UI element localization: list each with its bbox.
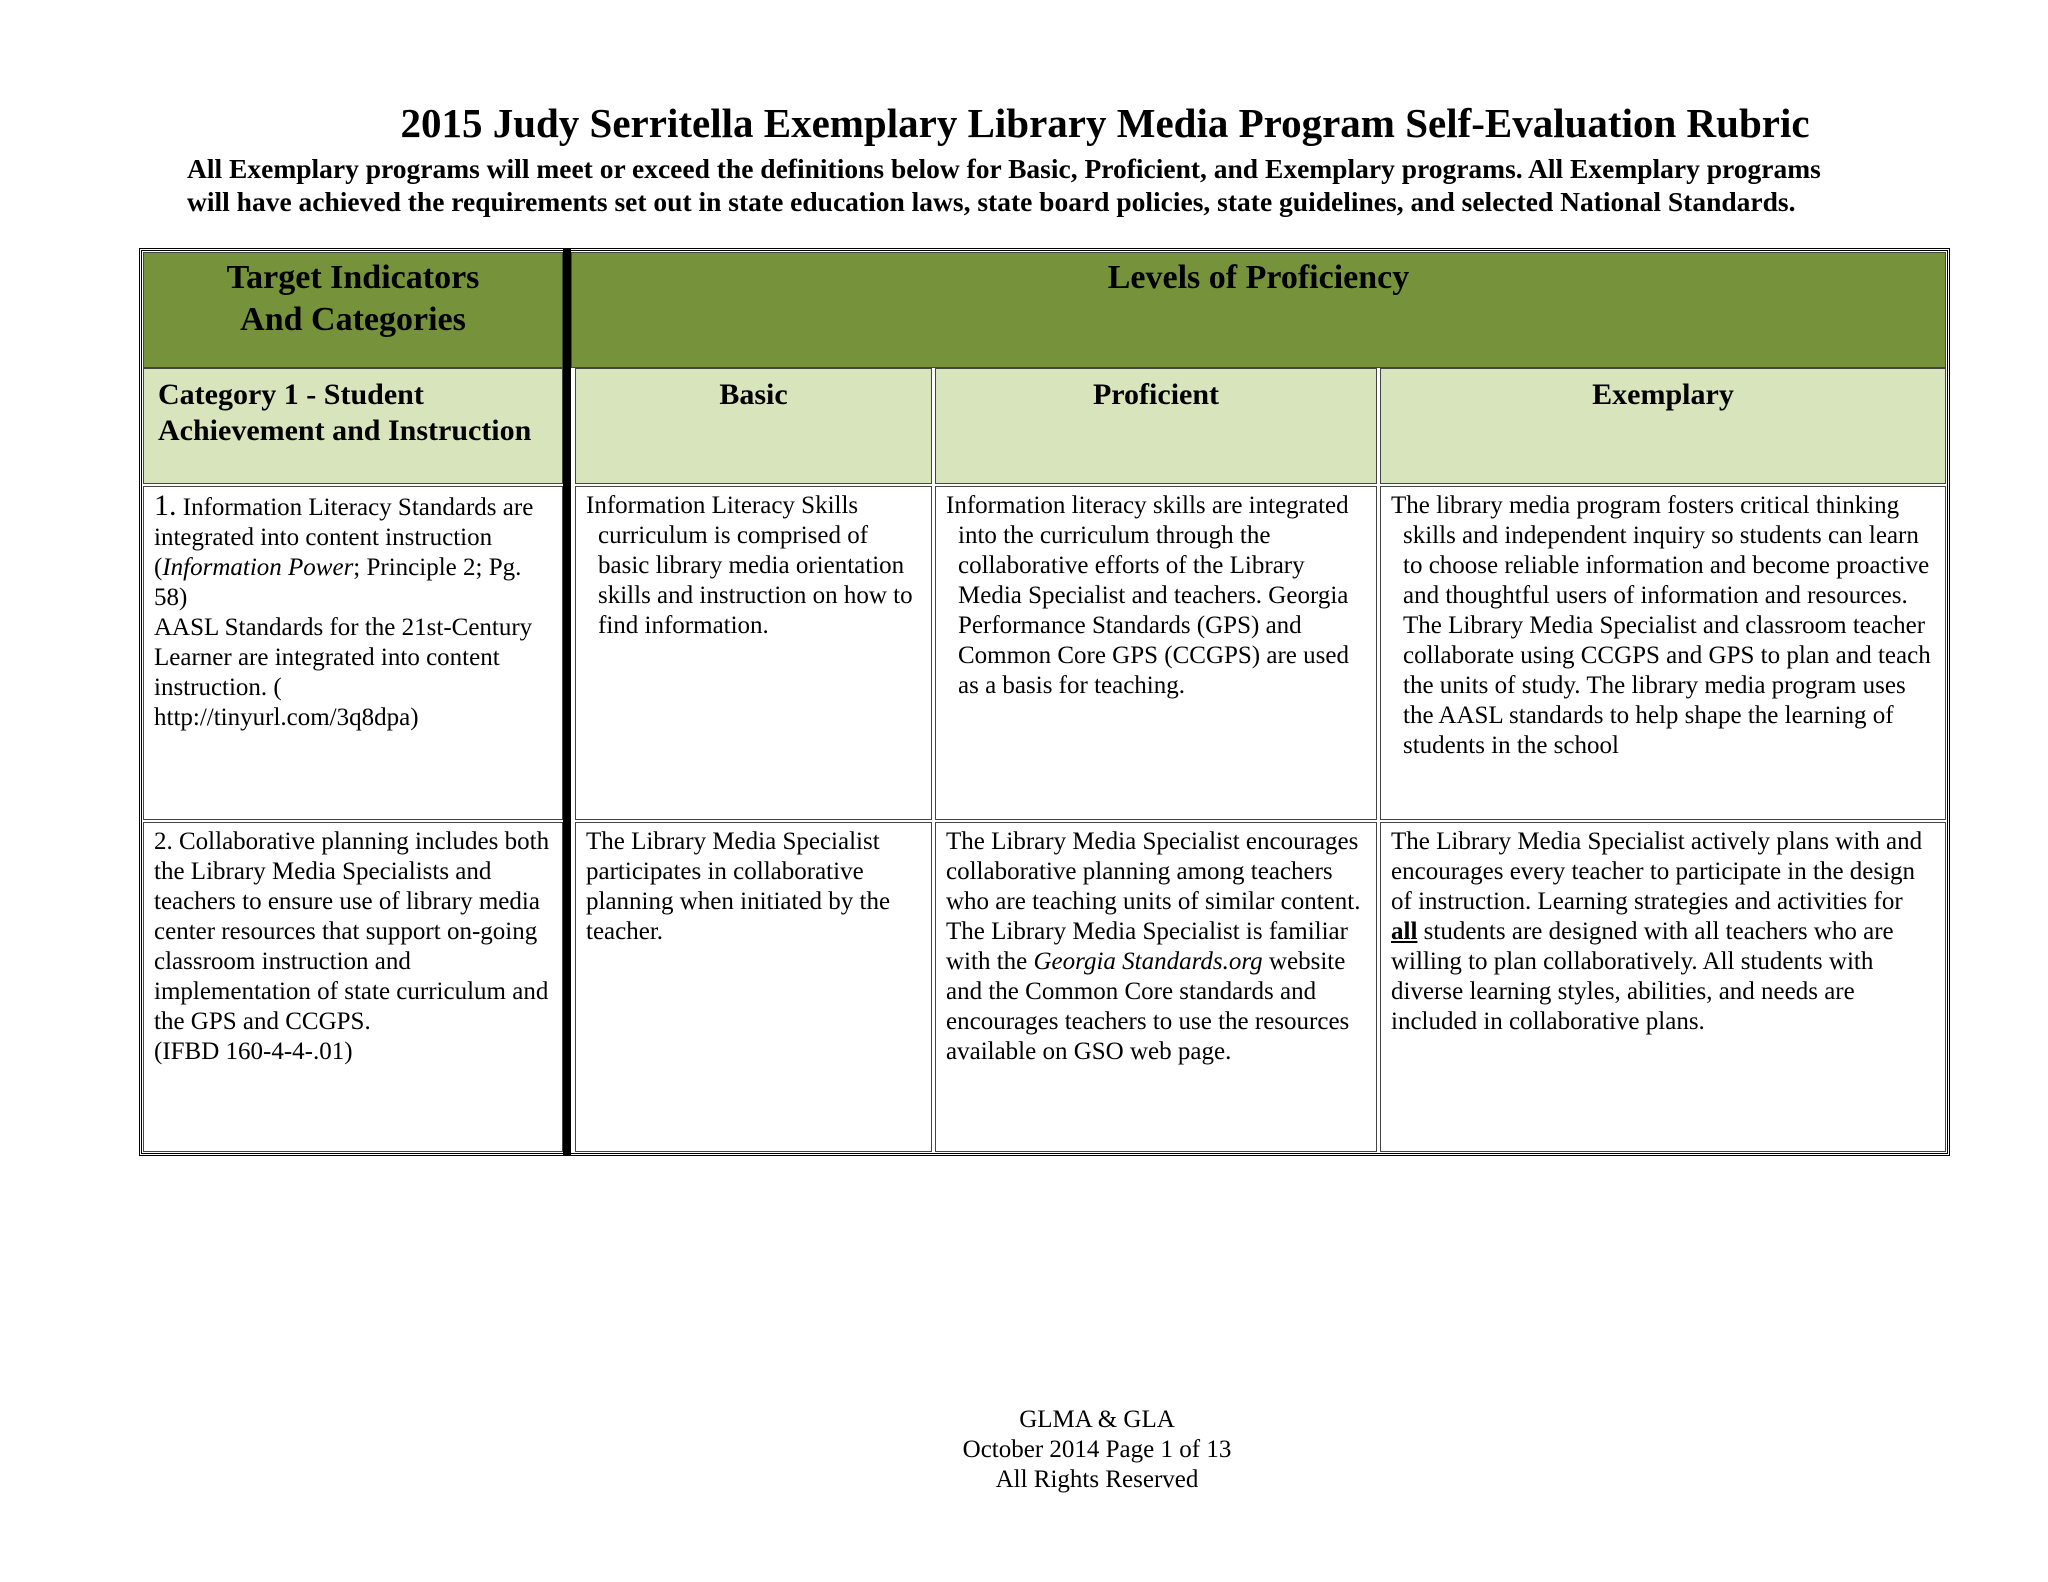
row1-indicator-b: ; Principle 2; Pg. 58) xyxy=(154,554,522,611)
row2-indicator xyxy=(143,822,563,1152)
page-title: 2015 Judy Serritella Exemplary Library Media Program Self-Evaluation Rubric xyxy=(400,100,1810,146)
page-footer xyxy=(0,1405,2048,1495)
category-heading xyxy=(143,368,563,484)
footer-line-1: GLMA & GLA xyxy=(1019,1406,1175,1433)
category-line-2: Achievement and Instruction xyxy=(158,414,532,447)
row1-indicator-a: Information Literacy Standards are integrated into content instruction ( xyxy=(154,494,534,581)
header-target-indicators xyxy=(143,252,563,368)
intro-line-1: All Exemplary programs will meet or exceed the definitions below for Basic, Proficient, and Exemplary programs. All Exemplary programs xyxy=(187,153,1821,184)
row2-indicator-text: 2. Collaborative planning includes both the Library Media Specialists and teachers to ensure use of library media center resources that support on-going classroom instruction and implementation of state curriculum and the GPS and CCGPS. xyxy=(154,828,550,1035)
row2-proficient xyxy=(935,822,1377,1152)
header-left-line-2: And Categories xyxy=(240,301,466,338)
row1-indicator-link: http://tinyurl.com/3q8dpa) xyxy=(154,704,419,731)
row2-proficient-b: website and the Common Core standards and encourages teachers to use the resources available on GSO web page. xyxy=(946,948,1350,1065)
row2-indicator-code: (IFBD 160-4-4-.01) xyxy=(154,1038,353,1065)
row2-exemplary xyxy=(1380,822,1946,1152)
row1-indicator-italic: Information Power xyxy=(162,554,354,581)
intro-paragraph xyxy=(187,152,1967,218)
column-basic: Basic xyxy=(575,368,932,484)
column-proficient: Proficient xyxy=(935,368,1377,484)
row2-exemplary-bold: all xyxy=(1391,918,1418,945)
row2-exemplary-b: students are designed with all teachers who are willing to plan collaboratively. All students with diverse learning styles, abilities, and needs are included in collaborative plans. xyxy=(1391,918,1894,1035)
row1-exemplary: The library media program fosters critical thinking skills and independent inquiry so students can learn to choose reliable information and become proactive and thoughtful users of information and resources. The Library Media Specialist and classroom teacher collaborate using CCGPS and GPS to plan and teach the units of study. The library media program uses the AASL standards to help shape the learning of students in the school xyxy=(1380,486,1946,820)
row2-basic: The Library Media Specialist participates in collaborative planning when initiated by the teacher. xyxy=(575,822,932,1152)
row1-indicator-aasl: AASL Standards for the 21st-Century Learner are integrated into content instruction. ( xyxy=(154,614,533,701)
row1-basic: Information Literacy Skills curriculum is comprised of basic library media orientation skills and instruction on how to find information. xyxy=(575,486,932,820)
row2-proficient-a: The Library Media Specialist encourages collaborative planning among teachers who are teaching units of similar content. The Library Media Specialist is familiar with the xyxy=(946,828,1361,975)
row1-proficient: Information literacy skills are integrated into the curriculum through the collaborative efforts of the Library Media Specialist and teachers. Georgia Performance Standards (GPS) and Common Core GPS (CCGPS) are used as a basis for teaching. xyxy=(935,486,1377,820)
header-left-line-1: Target Indicators xyxy=(226,259,480,296)
row1-indicator-text xyxy=(154,491,552,613)
footer-line-3: All Rights Reserved xyxy=(995,1466,1199,1493)
row1-indicator xyxy=(143,486,563,820)
header-levels-of-proficiency: Levels of Proficiency xyxy=(571,252,1946,368)
footer-line-2: October 2014 Page 1 of 13 xyxy=(962,1436,1232,1463)
column-exemplary: Exemplary xyxy=(1380,368,1946,484)
category-line-1: Category 1 - Student xyxy=(158,378,424,411)
intro-line-2: will have achieved the requirements set out in state education laws, state board policies, state guidelines, and selected National Standards. xyxy=(187,186,1796,217)
column-divider xyxy=(563,248,571,1156)
row2-proficient-italic: Georgia Standards.org xyxy=(1033,948,1263,975)
row2-exemplary-a: The Library Media Specialist actively plans with and encourages every teacher to participate in the design of instruction. Learning strategies and activities for xyxy=(1391,828,1923,915)
row1-number: 1. xyxy=(154,489,177,522)
